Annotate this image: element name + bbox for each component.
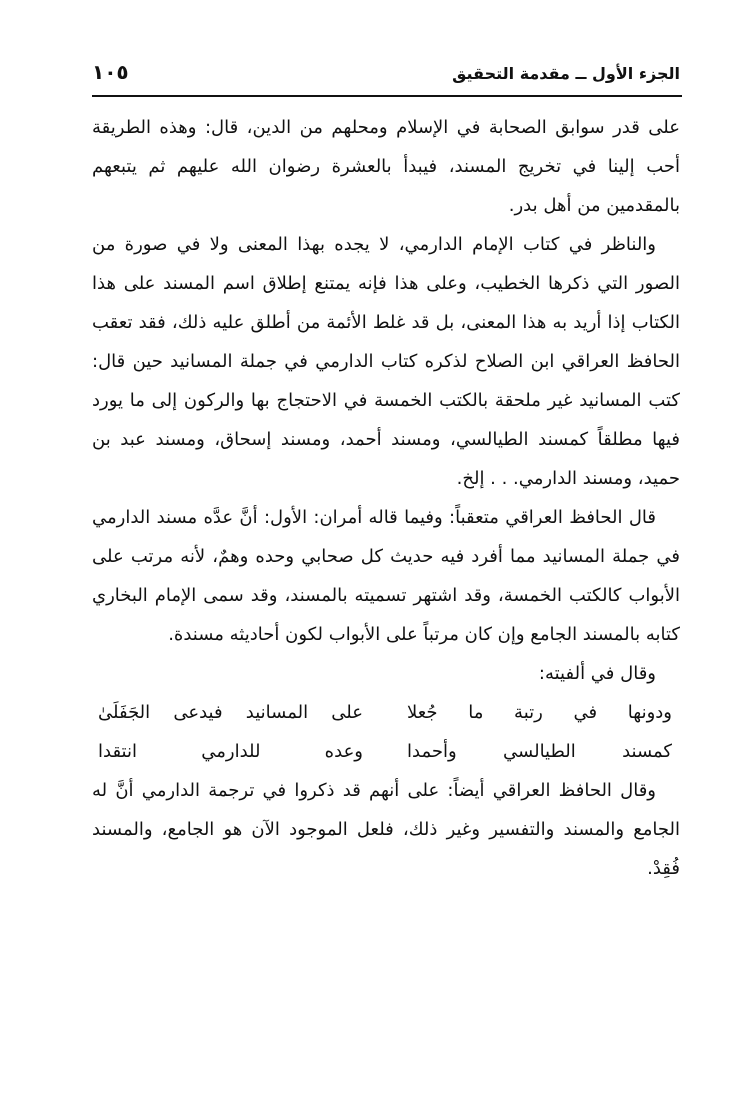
verse-line bbox=[98, 732, 672, 771]
verse-second-hemistich: وعده للدارمي انتقدا bbox=[98, 741, 363, 762]
paragraph: وقال الحافظ العراقي أيضاً: على أنهم قد ذكروا في ترجمة الدارمي أنَّ له الجامع والمسند والتفسير وغير ذلك، فلعل الموجود الآن هو الجامع، والمسند فُقِدْ. bbox=[92, 780, 680, 879]
page-body bbox=[92, 108, 680, 888]
page-header bbox=[92, 58, 680, 94]
verse-first-hemistich: كمسند الطيالسي وأحمدا bbox=[407, 741, 672, 762]
verse-line bbox=[98, 693, 672, 732]
verse-second-hemistich: على المسانيد فيدعى الجَفَلَىٰ bbox=[98, 702, 363, 723]
paragraph: قال الحافظ العراقي متعقباً: وفيما قاله أمران: الأول: أنَّ عدَّه مسند الدارمي في جملة المسانيد مما أفرد فيه حديث كل صحابي وحده وهمٌ، لأنه مرتب على الأبواب كالكتب الخمسة، وقد اشتهر تسميته بالمسند، وقد سمى الإمام البخاري كتابه بالمسند الجامع وإن كان مرتباً على الأبواب لكون أحاديثه مسندة. bbox=[92, 507, 680, 645]
header-rule bbox=[92, 95, 682, 97]
paragraph: والناظر في كتاب الإمام الدارمي، لا يجده بهذا المعنى ولا في صورة من الصور التي ذكرها الخطيب، وعلى هذا فإنه يمتنع إطلاق اسم المسند على هذا الكتاب إذا أريد به هذا المعنى، بل قد غلط الأئمة من أطلق عليه ذلك، فقد تعقب الحافظ العراقي ابن الصلاح لذكره كتاب الدارمي في جملة المسانيد حين قال: كتب المسانيد غير ملحقة بالكتب الخمسة في الاحتجاج بها والركون إلى ما يورد فيها مطلقاً كمسند الطيالسي، ومسند أحمد، ومسند إسحاق، ومسند عبد بن حميد، ومسند الدارمي. . . إلخ. bbox=[92, 234, 680, 489]
running-title: الجزء الأول ــ مقدمة التحقيق bbox=[452, 64, 680, 83]
paragraph: على قدر سوابق الصحابة في الإسلام ومحلهم من الدين، قال: وهذه الطريقة أحب إلينا في تخريج المسند، فيبدأ بالعشرة رضوان الله عليهم ثم يتبعهم بالمقدمين من أهل بدر. bbox=[92, 117, 680, 216]
verse-intro: وقال في ألفيته: bbox=[538, 663, 656, 684]
verse-first-hemistich: ودونها في رتبة ما جُعلا bbox=[407, 702, 672, 723]
page-number: ١٠٥ bbox=[92, 60, 129, 84]
